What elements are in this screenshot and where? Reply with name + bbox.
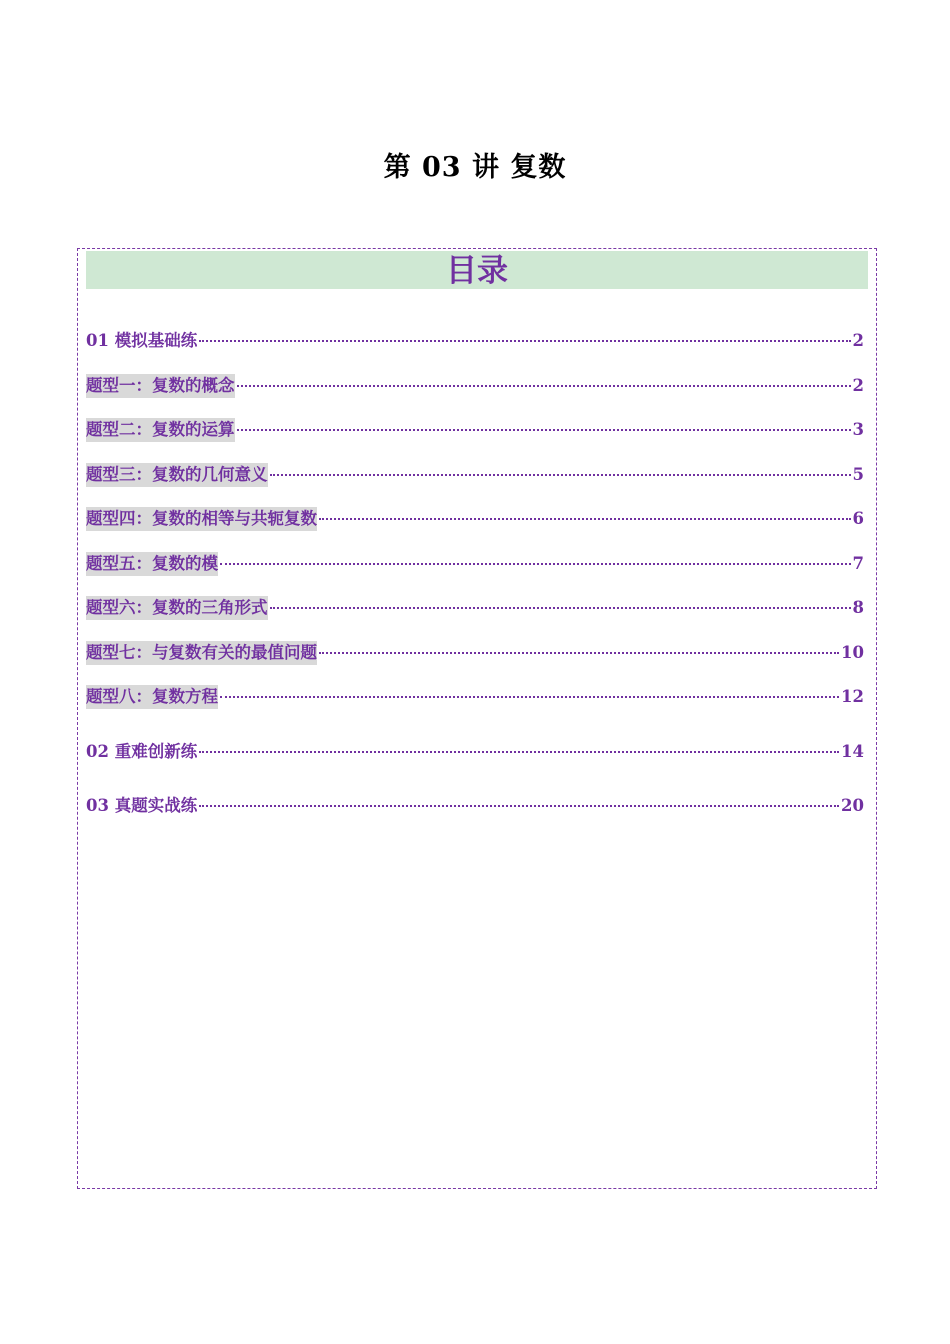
toc-leader-dots <box>220 696 839 698</box>
toc-entry-page: 2 <box>852 376 864 395</box>
toc-entry-real-exam-practice[interactable] <box>86 794 864 818</box>
toc-entry-page: 10 <box>841 643 864 662</box>
toc-entry-type-2[interactable] <box>86 418 864 442</box>
toc-leader-dots <box>199 751 839 753</box>
toc-leader-dots <box>319 518 851 520</box>
toc-leader-dots <box>199 805 839 807</box>
toc-entry-page: 12 <box>841 687 864 706</box>
toc-entry-label: 题型四：复数的相等与共轭复数 <box>86 507 317 531</box>
toc-entry-page: 6 <box>852 509 864 528</box>
toc-entry-basic-practice[interactable] <box>86 329 864 353</box>
toc-entry-label: 01 模拟基础练 <box>86 331 198 350</box>
toc-entry-label: 题型六：复数的三角形式 <box>86 596 268 620</box>
toc-entry-page: 2 <box>852 331 864 350</box>
toc-entry-type-3[interactable] <box>86 463 864 487</box>
toc-entry-label: 03 真题实战练 <box>86 796 198 815</box>
toc-entry-page: 3 <box>852 420 864 439</box>
page-title: 第 03 讲 复数 <box>383 152 567 183</box>
toc-entry-page: 8 <box>852 598 864 617</box>
toc-leader-dots <box>199 340 850 342</box>
toc-entry-label: 题型五：复数的模 <box>86 552 218 576</box>
toc-entry-page: 7 <box>852 554 864 573</box>
toc-entry-page: 14 <box>841 742 864 761</box>
toc-entry-label: 题型二：复数的运算 <box>86 418 235 442</box>
toc-entry-type-8[interactable] <box>86 685 864 709</box>
toc-leader-dots <box>319 652 839 654</box>
toc-entry-type-1[interactable] <box>86 374 864 398</box>
toc-entry-advanced-practice[interactable] <box>86 740 864 764</box>
toc-leader-dots <box>220 563 851 565</box>
toc-entry-page: 20 <box>841 796 864 815</box>
toc-entry-type-6[interactable] <box>86 596 864 620</box>
toc-entry-type-5[interactable] <box>86 552 864 576</box>
toc-leader-dots <box>270 474 851 476</box>
toc-heading: 目录 <box>86 251 868 289</box>
toc-entry-label: 题型一：复数的概念 <box>86 374 235 398</box>
toc-entry-label: 02 重难创新练 <box>86 742 198 761</box>
toc-entry-type-4[interactable] <box>86 507 864 531</box>
toc-entry-page: 5 <box>852 465 864 484</box>
toc-leader-dots <box>270 607 851 609</box>
toc-entry-label: 题型三：复数的几何意义 <box>86 463 268 487</box>
toc-entry-label: 题型七：与复数有关的最值问题 <box>86 641 317 665</box>
toc-leader-dots <box>237 429 851 431</box>
toc-entry-type-7[interactable] <box>86 641 864 665</box>
table-of-contents <box>77 248 877 1189</box>
toc-entry-label: 题型八：复数方程 <box>86 685 218 709</box>
toc-leader-dots <box>237 385 851 387</box>
